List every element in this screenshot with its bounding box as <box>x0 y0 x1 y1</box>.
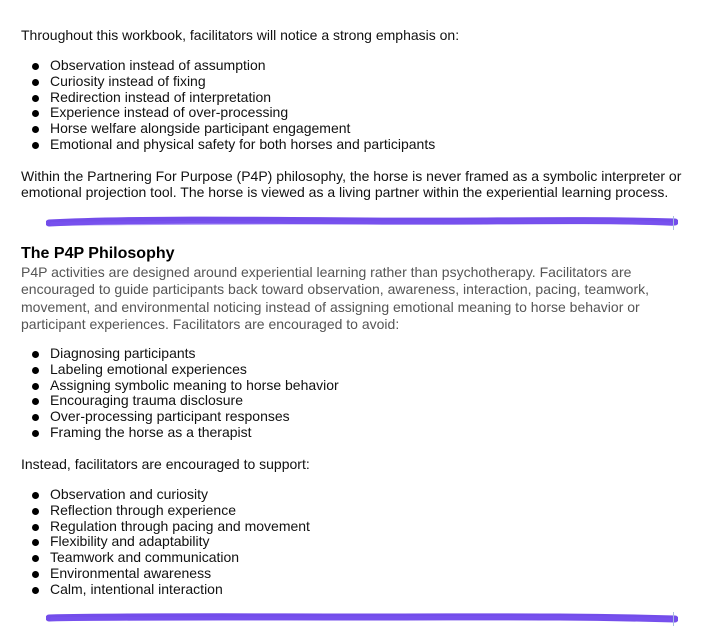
bullet-icon <box>32 383 39 390</box>
list-item: Over-processing participant responses <box>21 409 339 425</box>
list-item: Observation instead of assumption <box>21 58 435 74</box>
bullet-icon <box>32 430 39 437</box>
list-item: Horse welfare alongside participant engagement <box>21 121 435 137</box>
list-item: Framing the horse as a therapist <box>21 425 339 441</box>
list-item: Calm, intentional interaction <box>21 582 310 598</box>
emphasis-list <box>21 58 435 153</box>
list-item: Curiosity instead of fixing <box>21 74 435 90</box>
section-title: The P4P Philosophy <box>21 245 175 262</box>
bullet-icon <box>32 524 39 531</box>
bullet-icon <box>32 414 39 421</box>
list-item: Redirection instead of interpretation <box>21 90 435 106</box>
bullet-icon <box>32 555 39 562</box>
bullet-icon <box>32 351 39 358</box>
list-item: Assigning symbolic meaning to horse behavior <box>21 378 339 394</box>
bullet-icon <box>32 367 39 374</box>
intro-closing-line-2: emotional projection tool. The horse is viewed as a living partner within the experiential learning process. <box>21 184 669 200</box>
list-item: Reflection through experience <box>21 503 310 519</box>
brush-divider <box>46 215 678 229</box>
list-item: Flexibility and adaptability <box>21 534 310 550</box>
bullet-icon <box>32 571 39 578</box>
list-item: Regulation through pacing and movement <box>21 519 310 535</box>
intro-lead: Throughout this workbook, facilitators will notice a strong emphasis on: <box>21 27 460 43</box>
bullet-icon <box>32 79 39 86</box>
list-item: Labeling emotional experiences <box>21 362 339 378</box>
support-list <box>21 487 310 598</box>
avoid-list <box>21 346 339 441</box>
list-item: Observation and curiosity <box>21 487 310 503</box>
bullet-icon <box>32 95 39 102</box>
bullet-icon <box>32 63 39 70</box>
text-cursor-mark <box>673 216 674 230</box>
list-item: Experience instead of over-processing <box>21 105 435 121</box>
bullet-icon <box>32 539 39 546</box>
brush-divider <box>46 611 678 625</box>
bullet-icon <box>32 398 39 405</box>
bullet-icon <box>32 126 39 133</box>
bullet-icon <box>32 587 39 594</box>
philosophy-body: P4P activities are designed around experiential learning rather than psychotherapy. Facilitators are encouraged to guide participants back toward observation, awareness, interaction, pacing, teamwork, movement, and environmental noticing instead of assigning emotional meaning to horse behavior or participant experiences. Facilitators are encouraged to avoid: <box>21 264 650 333</box>
list-item: Diagnosing participants <box>21 346 339 362</box>
bullet-icon <box>32 508 39 515</box>
list-item: Encouraging trauma disclosure <box>21 393 339 409</box>
list-item: Teamwork and communication <box>21 550 310 566</box>
list-item: Environmental awareness <box>21 566 310 582</box>
list-item: Emotional and physical safety for both horses and participants <box>21 137 435 153</box>
support-lead: Instead, facilitators are encouraged to support: <box>21 456 310 472</box>
text-cursor-mark <box>673 612 674 626</box>
intro-closing-line-1: Within the Partnering For Purpose (P4P) philosophy, the horse is never framed as a symbolic interpreter or <box>21 168 682 184</box>
bullet-icon <box>32 110 39 117</box>
bullet-icon <box>32 492 39 499</box>
bullet-icon <box>32 142 39 149</box>
